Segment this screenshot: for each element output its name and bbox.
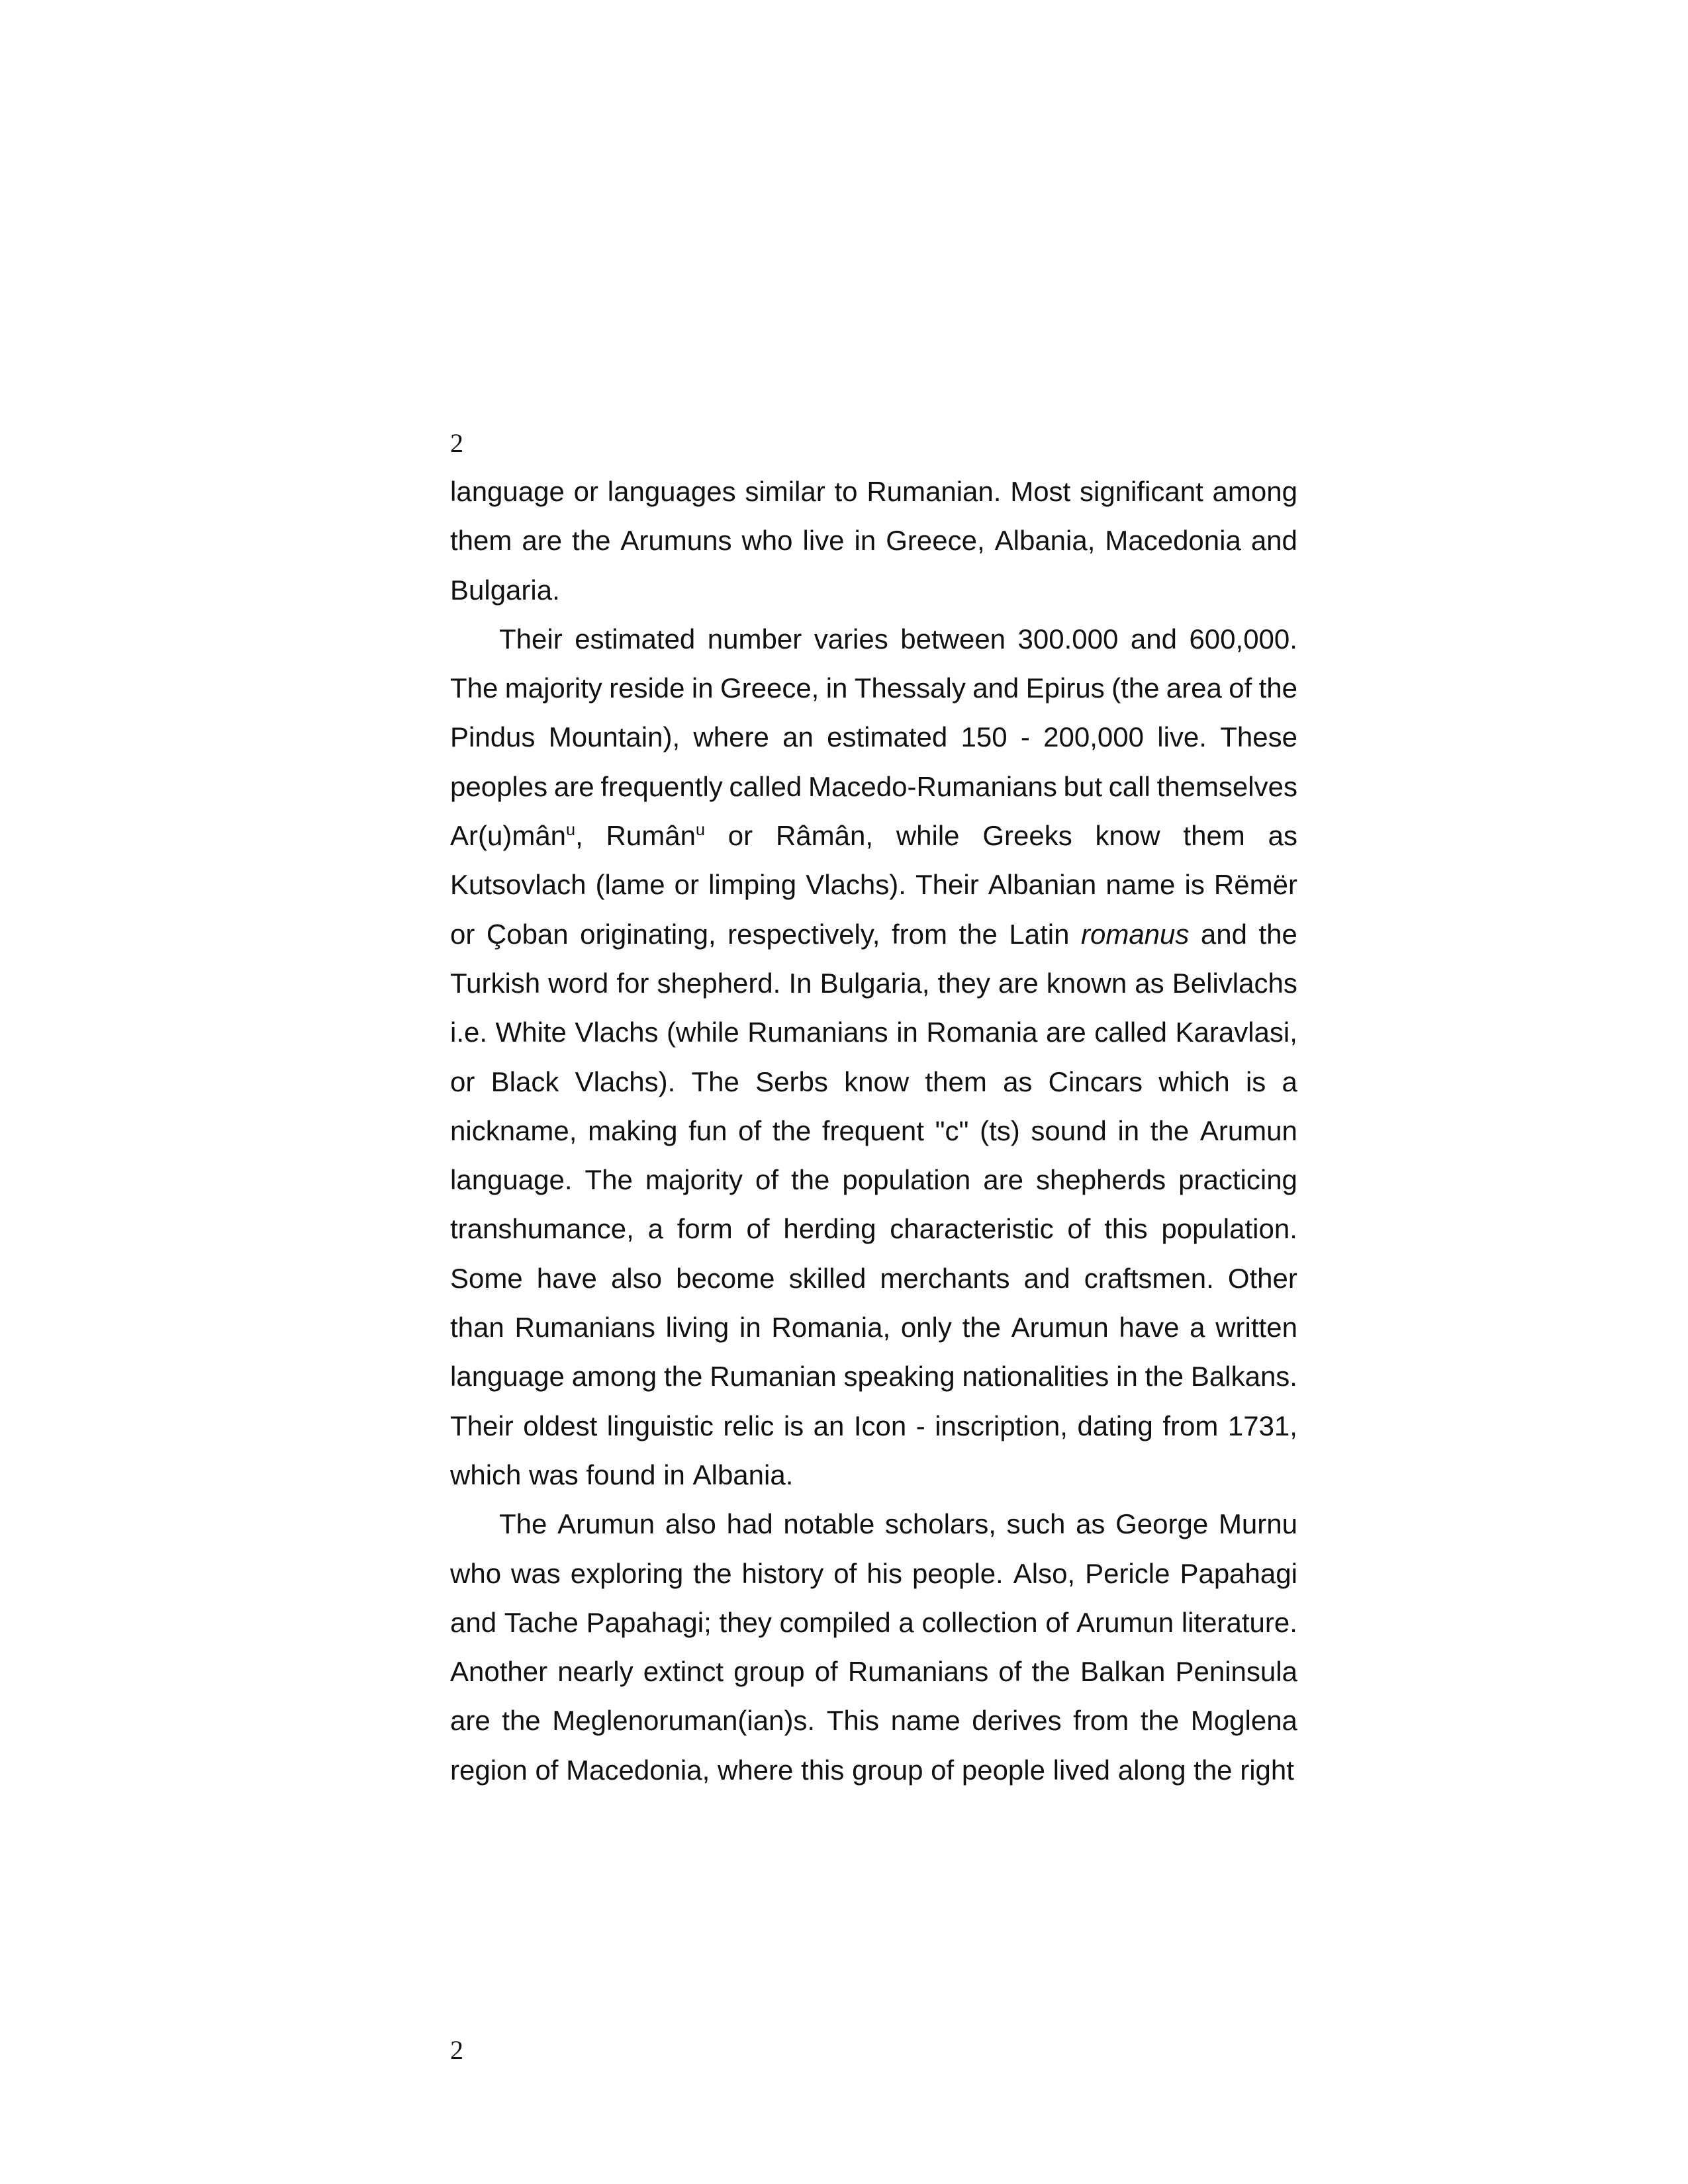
text-line: who was exploring the history of his people. Also, Pericle Papahagi [450, 1557, 1297, 1589]
text-line: Another nearly extinct group of Rumanians of the Balkan Peninsula [450, 1656, 1297, 1688]
text-line: and Tache Papahagi; they compiled a collection of Arumun literature. [450, 1606, 1297, 1638]
text-line: peoples are frequently called Macedo-Rumanians but call themselves [450, 770, 1297, 802]
text-line: Their oldest linguistic relic is an Icon - inscription, dating from 1731, [450, 1410, 1297, 1441]
text-line: The majority reside in Greece, in Thessaly and Epirus (the area of the [450, 672, 1297, 704]
text-line: are the Meglenoruman(ian)s. This name derives from the Moglena [450, 1705, 1297, 1737]
text-line: The Arumun also had notable scholars, such as George Murnu [499, 1508, 1297, 1540]
text-line: region of Macedonia, where this group of people lived along the right [450, 1754, 1294, 1786]
text-line: Some have also become skilled merchants and craftsmen. Other [450, 1262, 1297, 1294]
text-line: Pindus Mountain), where an estimated 150 - 200,000 live. These [450, 721, 1297, 753]
text-line: language. The majority of the population are shepherds practicing [450, 1164, 1297, 1196]
text-line: transhumance, a form of herding characteristic of this population. [450, 1213, 1297, 1245]
text-line: language or languages similar to Rumanian. Most significant among [450, 476, 1297, 507]
page-number-top: 2 [450, 428, 463, 458]
text-line: Bulgaria. [450, 574, 560, 606]
text-line: nickname, making fun of the frequent "c" (ts) sound in the Arumun [450, 1115, 1297, 1146]
page-number-bottom: 2 [450, 2035, 463, 2065]
text-line: Kutsovlach (lame or limping Vlachs). Their Albanian name is Rëmër [450, 869, 1297, 901]
text-line: Ar(u)mân$^u$, Rumân$^u$ or Râmân, while Greeks know them as [450, 820, 1297, 852]
text-line: or Çoban originating, respectively, from the Latin romanus and the [450, 918, 1297, 950]
text-line: which was found in Albania. [450, 1459, 794, 1490]
text-line: Turkish word for shepherd. In Bulgaria, they are known as Belivlachs [450, 967, 1297, 999]
text-line: them are the Arumuns who live in Greece, Albania, Macedonia and [450, 525, 1297, 557]
text-line: than Rumanians living in Romania, only the Arumun have a written [450, 1312, 1297, 1343]
text-line: Their estimated number varies between 300.000 and 600,000. [499, 623, 1297, 655]
body-text [450, 467, 1297, 1795]
text-line: language among the Rumanian speaking nationalities in the Balkans. [450, 1361, 1297, 1392]
text-line: i.e. White Vlachs (while Rumanians in Romania are called Karavlasi, [450, 1017, 1297, 1048]
text-line: or Black Vlachs). The Serbs know them as Cincars which is a [450, 1066, 1297, 1097]
